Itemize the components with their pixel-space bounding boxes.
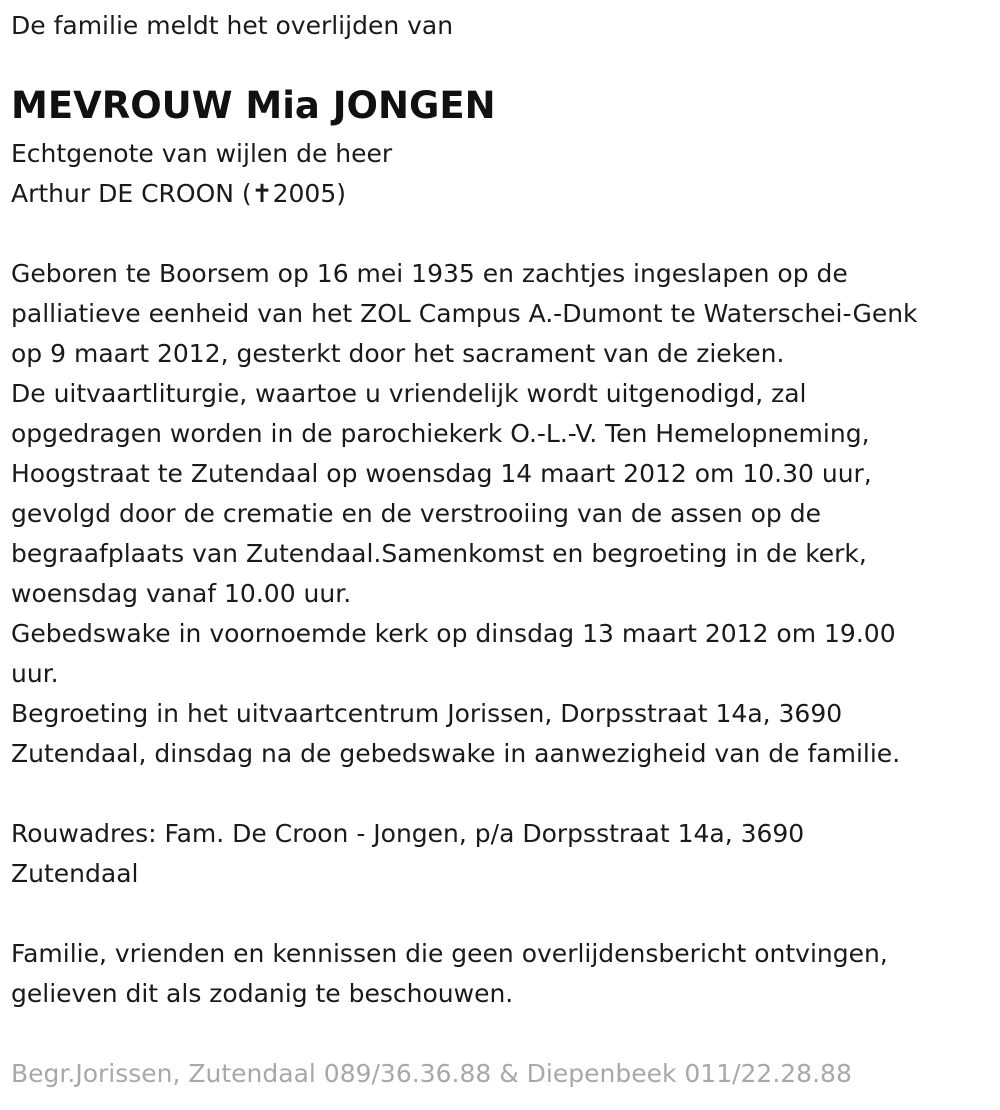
address-line: Zutendaal: [11, 859, 139, 888]
spouse-block: [11, 134, 392, 214]
closing-note: [11, 934, 888, 1014]
mourning-address: [11, 814, 804, 894]
details-line: Gebedswake in voornoemde kerk op dinsdag 13 maart 2012 om 19.00: [11, 619, 896, 648]
funeral-details: [11, 254, 918, 774]
spouse-line: Arthur DE CROON (✝2005): [11, 179, 346, 208]
closing-line: gelieven dit als zodanig te beschouwen.: [11, 979, 514, 1008]
details-line: opgedragen worden in de parochiekerk O.-L.-V. Ten Hemelopneming,: [11, 419, 870, 448]
details-line: begraafplaats van Zutendaal.Samenkomst en begroeting in de kerk,: [11, 539, 867, 568]
deceased-name: MEVROUW Mia JONGEN: [11, 84, 496, 127]
details-line: woensdag vanaf 10.00 uur.: [11, 579, 352, 608]
address-line: Rouwadres: Fam. De Croon - Jongen, p/a Dorpsstraat 14a, 3690: [11, 819, 805, 848]
details-line: gevolgd door de crematie en de verstrooiing van de assen op de: [11, 499, 821, 528]
details-line: palliatieve eenheid van het ZOL Campus A.-Dumont te Waterschei-Genk: [11, 299, 918, 328]
details-line: De uitvaartliturgie, waartoe u vriendelijk wordt uitgenodigd, zal: [11, 379, 807, 408]
funeral-home-footer: Begr.Jorissen, Zutendaal 089/36.36.88 & Diepenbeek 011/22.28.88: [11, 1059, 852, 1088]
details-line: op 9 maart 2012, gesterkt door het sacrament van de zieken.: [11, 339, 785, 368]
details-line: Hoogstraat te Zutendaal op woensdag 14 maart 2012 om 10.30 uur,: [11, 459, 872, 488]
intro-line: De familie meldt het overlijden van: [11, 11, 454, 40]
spouse-line: Echtgenote van wijlen de heer: [11, 139, 393, 168]
details-line: uur.: [11, 659, 59, 688]
closing-line: Familie, vrienden en kennissen die geen overlijdensbericht ontvingen,: [11, 939, 888, 968]
details-line: Zutendaal, dinsdag na de gebedswake in aanwezigheid van de familie.: [11, 739, 901, 768]
details-line: Geboren te Boorsem op 16 mei 1935 en zachtjes ingeslapen op de: [11, 259, 848, 288]
details-line: Begroeting in het uitvaartcentrum Jorissen, Dorpsstraat 14a, 3690: [11, 699, 843, 728]
